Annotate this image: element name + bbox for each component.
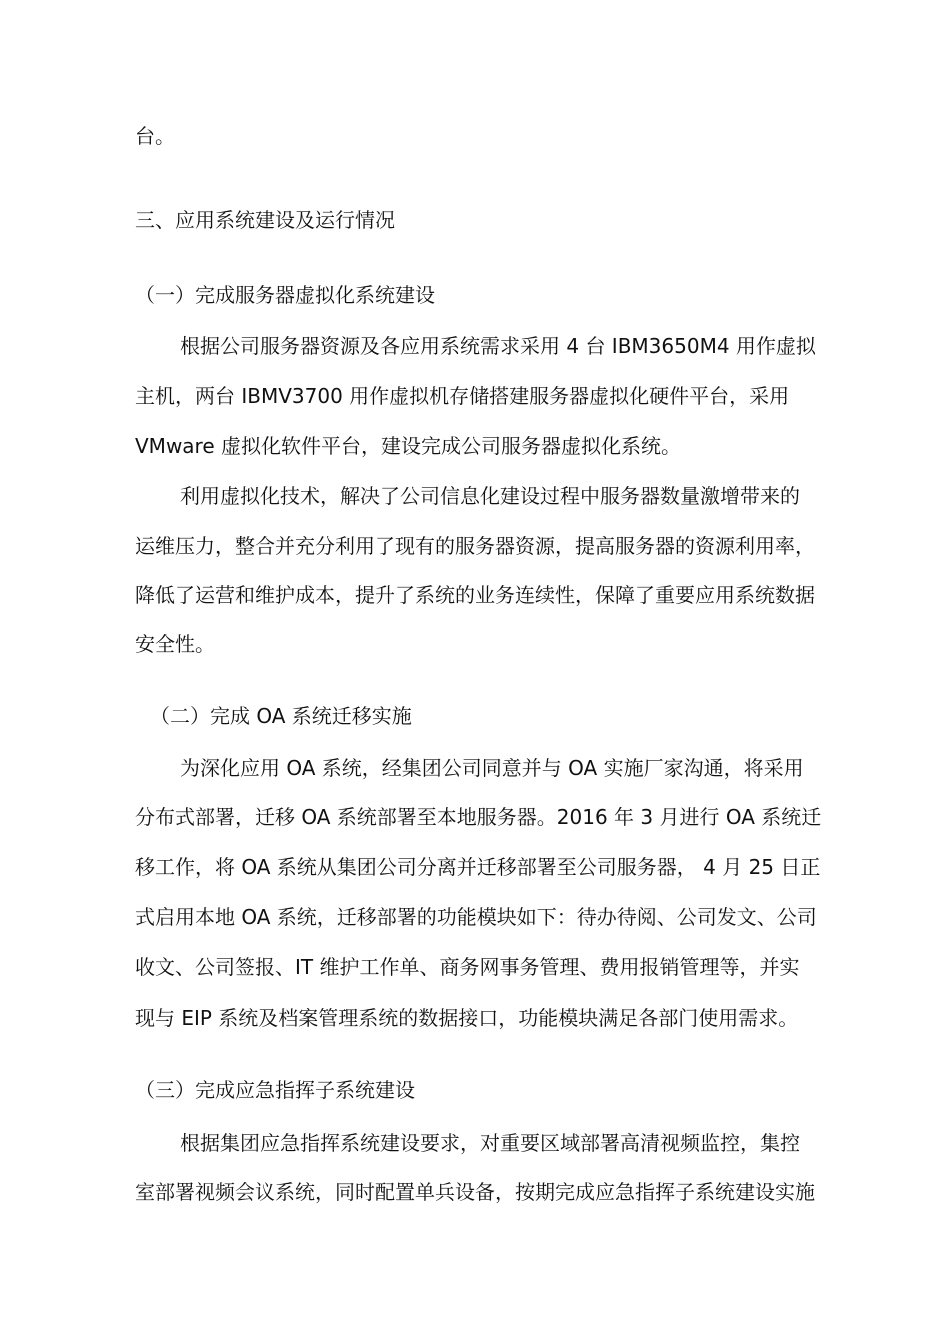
section-heading: 三、应用系统建设及运行情况 <box>135 208 395 232</box>
paragraph-line: 现与 EIP 系统及档案管理系统的数据接口，功能模块满足各部门使用需求。 <box>135 1006 799 1030</box>
subsection-heading-2: （二）完成 OA 系统迁移实施 <box>150 704 412 728</box>
paragraph-line: 利用虚拟化技术，解决了公司信息化建设过程中服务器数量激增带来的 <box>180 484 800 508</box>
paragraph-line: 运维压力，整合并充分利用了现有的服务器资源，提高服务器的资源利用率， <box>135 534 815 558</box>
paragraph-line: 主机，两台 IBMV3700 用作虚拟机存储搭建服务器虚拟化硬件平台，采用 <box>135 384 790 408</box>
paragraph-line: 移工作，将 OA 系统从集团公司分离并迁移部署至公司服务器， 4 月 25 日正 <box>135 855 821 879</box>
paragraph-line: 收文、公司签报、IT 维护工作单、商务网事务管理、费用报销管理等，并实 <box>135 955 800 979</box>
paragraph-line: 式启用本地 OA 系统，迁移部署的功能模块如下：待办待阅、公司发文、公司 <box>135 905 817 929</box>
paragraph-line: 为深化应用 OA 系统，经集团公司同意并与 OA 实施厂家沟通，将采用 <box>180 756 804 780</box>
subsection-heading-1: （一）完成服务器虚拟化系统建设 <box>135 283 435 307</box>
paragraph-line: VMware 虚拟化软件平台，建设完成公司服务器虚拟化系统。 <box>135 434 681 458</box>
paragraph-continuation: 台。 <box>135 124 175 148</box>
subsection-heading-3: （三）完成应急指挥子系统建设 <box>135 1078 415 1102</box>
paragraph-line: 安全性。 <box>135 632 215 656</box>
paragraph-line: 室部署视频会议系统，同时配置单兵设备，按期完成应急指挥子系统建设实施 <box>135 1180 815 1204</box>
paragraph-line: 分布式部署，迁移 OA 系统部署至本地服务器。2016 年 3 月进行 OA 系统迁 <box>135 805 822 829</box>
paragraph-line: 根据集团应急指挥系统建设要求，对重要区域部署高清视频监控，集控 <box>180 1131 800 1155</box>
paragraph-line: 降低了运营和维护成本，提升了系统的业务连续性，保障了重要应用系统数据 <box>135 583 815 607</box>
paragraph-line: 根据公司服务器资源及各应用系统需求采用 4 台 IBM3650M4 用作虚拟 <box>180 334 816 358</box>
